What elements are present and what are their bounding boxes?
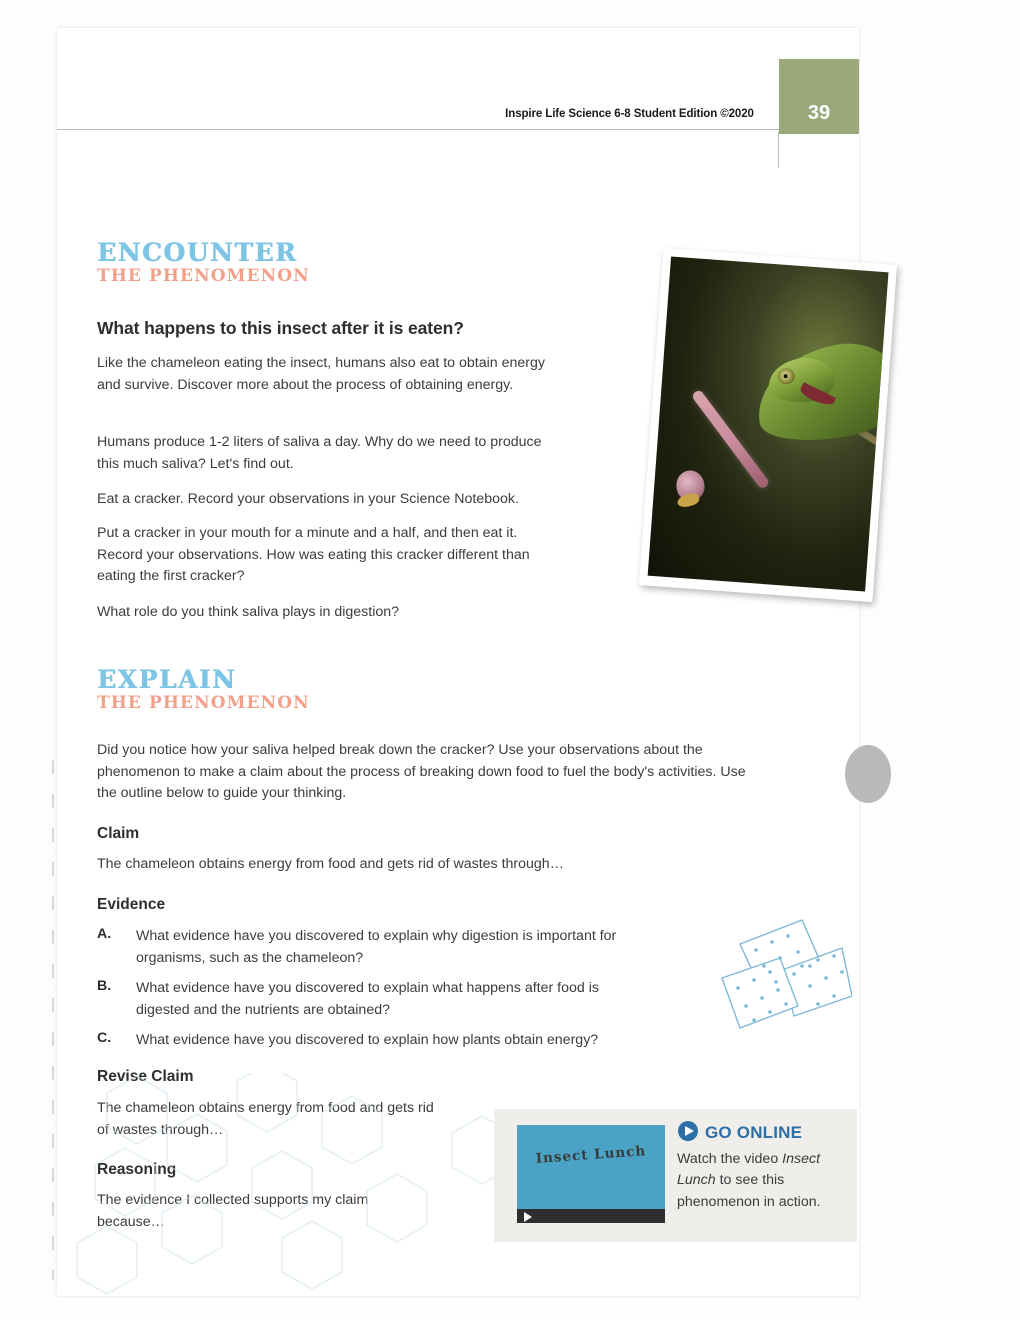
chameleon-photo [639, 248, 897, 602]
running-head: Inspire Life Science 6-8 Student Edition ©2020 [505, 108, 754, 120]
explain-heading-line2: THE PHENOMENON [97, 693, 310, 714]
chameleon-tongue-shape [691, 389, 770, 490]
evidence-item-a-text: What evidence have you discovered to explain why digestion is important for organisms, such as the chameleon? [136, 928, 617, 966]
revise-claim-text: The chameleon obtains energy from food and gets rid of wastes through… [97, 1100, 434, 1138]
encounter-paragraph-4: Put a cracker in your mouth for a minute and a half, and then eat it. Record your observations. How was eating this cracker different than eating the first cracker? [97, 525, 530, 585]
go-online-desc-suffix: to see this phenomenon in action. [677, 1172, 821, 1210]
encounter-paragraph-5: What role do you think saliva plays in digestion? [97, 604, 400, 620]
encounter-heading [97, 240, 310, 288]
page-edge-artifact [845, 745, 891, 803]
claim-label: Claim [97, 825, 140, 842]
explain-heading [97, 667, 310, 715]
go-online-description [677, 1149, 849, 1213]
folio-tick-mark [778, 132, 779, 168]
go-online-video-title: Insect Lunch [677, 1151, 821, 1189]
page-content-area [57, 28, 859, 1296]
reasoning-text: The evidence I collected supports my claim because… [97, 1192, 369, 1230]
evidence-item-b-letter: B. [97, 978, 112, 994]
evidence-label: Evidence [97, 896, 166, 913]
encounter-question: What happens to this insect after it is eaten? [97, 318, 464, 338]
video-thumbnail[interactable] [517, 1125, 665, 1223]
video-thumbnail-image [517, 1125, 665, 1209]
evidence-item-a-letter: A. [97, 926, 112, 942]
play-circle-icon [677, 1120, 699, 1142]
encounter-paragraph-3: Eat a cracker. Record your observations in your Science Notebook. [97, 491, 519, 507]
page-binding-marks [52, 760, 54, 1280]
header-divider [57, 129, 782, 130]
claim-text: The chameleon obtains energy from food and gets rid of wastes through… [97, 856, 564, 872]
video-caption: Insect Lunch [535, 1143, 647, 1167]
reasoning-label: Reasoning [97, 1161, 177, 1178]
encounter-paragraph-1: Like the chameleon eating the insect, humans also eat to obtain energy and survive. Discover more about the process of obtaining energy. [97, 355, 545, 393]
evidence-item-c-text: What evidence have you discovered to explain how plants obtain energy? [136, 1032, 599, 1048]
page-left-margin [0, 0, 57, 1320]
evidence-item-b-text: What evidence have you discovered to explain what happens after food is digested and the nutrients are obtained? [136, 980, 599, 1018]
evidence-item-c-letter: C. [97, 1030, 112, 1046]
explain-intro: Did you notice how your saliva helped break down the cracker? Use your observations about the phenomenon to make a claim about the process of breaking down food to fuel the body's activities. Use the outline below to guide your thinking. [97, 742, 746, 802]
encounter-heading-line1: ENCOUNTER [97, 238, 298, 267]
encounter-heading-line2: THE PHENOMENON [97, 266, 310, 287]
crackers-illustration [652, 908, 852, 1058]
explain-heading-line1: EXPLAIN [97, 665, 237, 694]
play-icon[interactable] [524, 1212, 532, 1222]
encounter-paragraph-2: Humans produce 1-2 liters of saliva a day. Why do we need to produce this much saliva? Let's find out. [97, 434, 542, 472]
go-online-desc-prefix: Watch the video [677, 1151, 783, 1167]
go-online-title: GO ONLINE [705, 1123, 803, 1142]
page-number: 39 [807, 102, 831, 124]
revise-claim-label: Revise Claim [97, 1068, 194, 1085]
chameleon-photo-image [648, 256, 889, 591]
